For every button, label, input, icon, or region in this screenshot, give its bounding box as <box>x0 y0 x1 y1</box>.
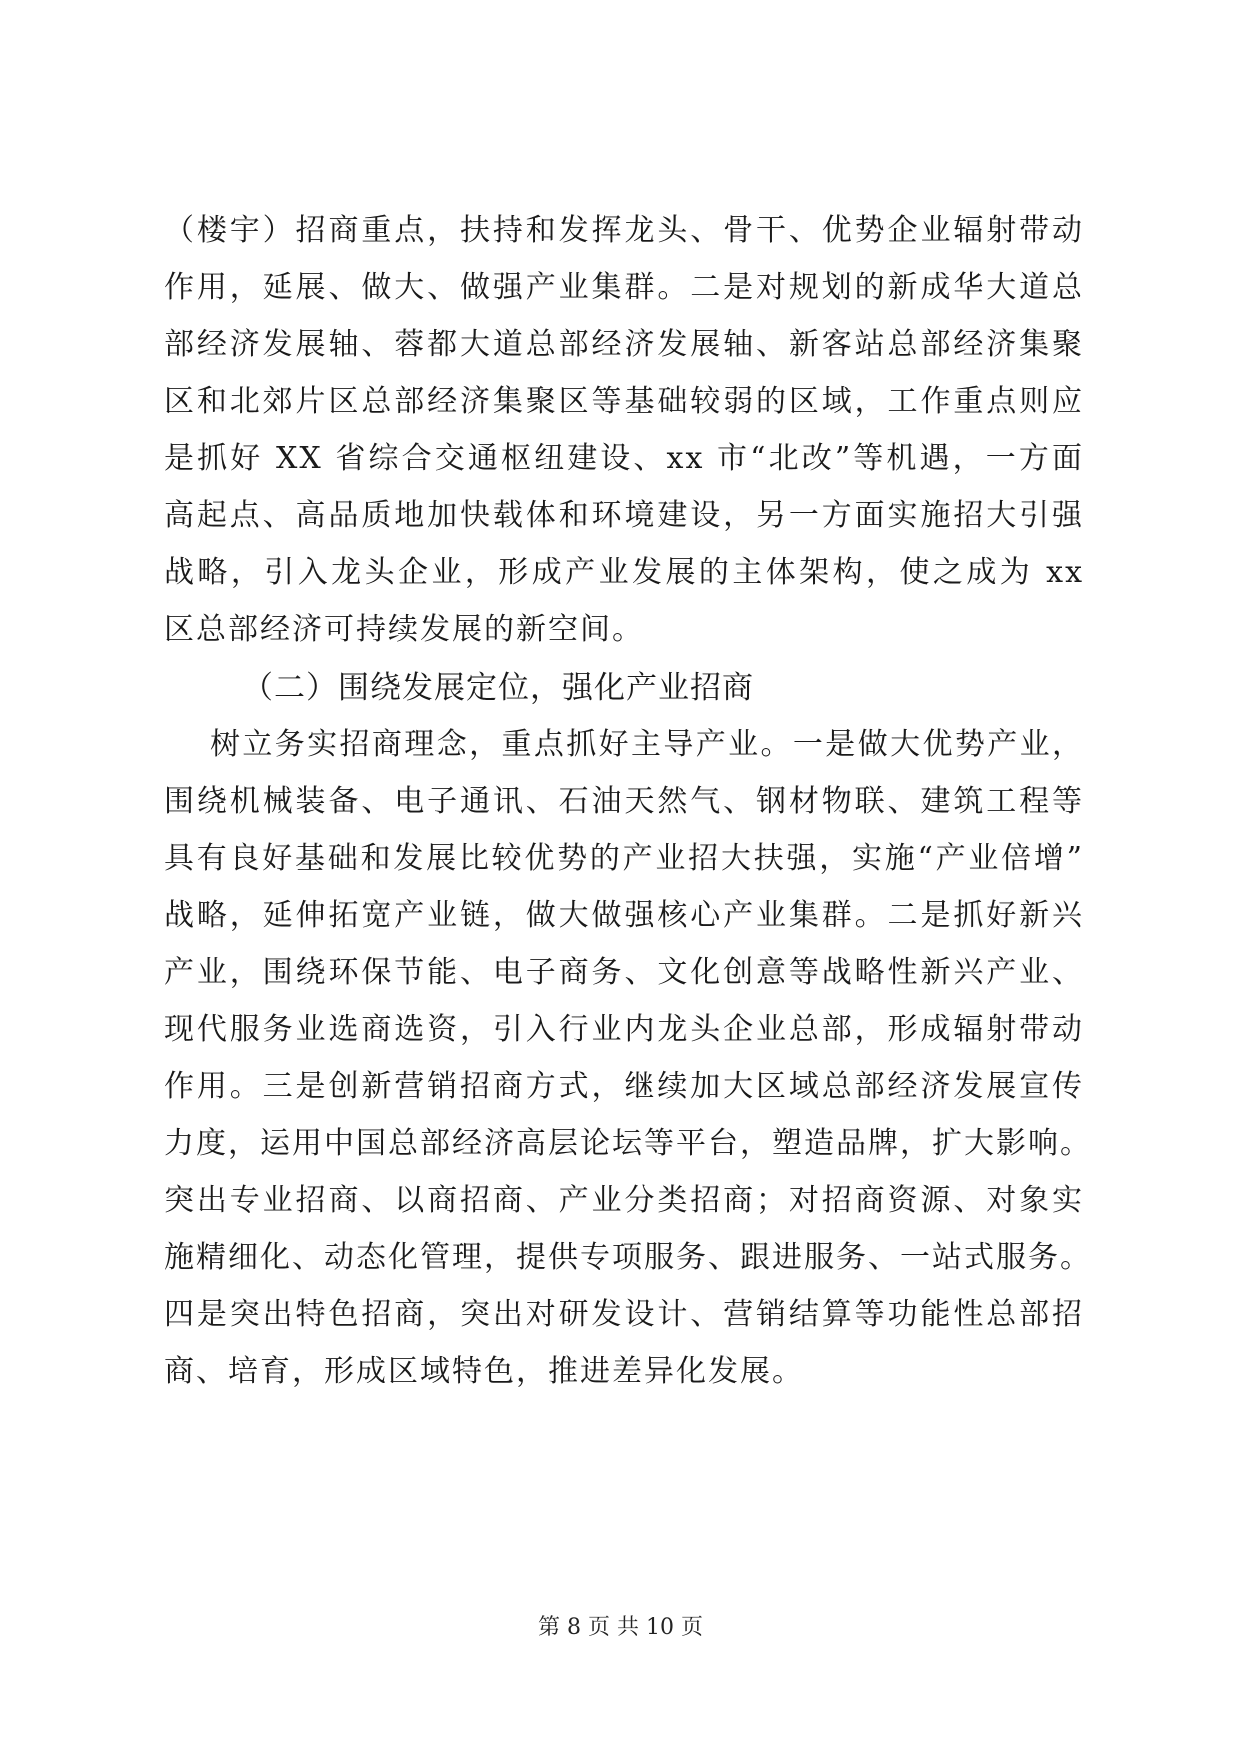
paragraph-1-line-2: 作用，延展、做大、做强产业集群。二是对规划的新成华大道总 <box>164 270 1084 305</box>
paragraph-1-line-1: （楼宇）招商重点，扶持和发挥龙头、骨干、优势企业辐射带动 <box>164 213 1084 248</box>
paragraph-1-line-5: 是抓好 XX 省综合交通枢纽建设、xx 市“北改”等机遇，一方面 <box>164 441 1084 476</box>
paragraph-1-line-8: 区总部经济可持续发展的新空间。 <box>164 612 644 647</box>
paragraph-2-line-2: 围绕机械装备、电子通讯、石油天然气、钢材物联、建筑工程等 <box>164 784 1084 819</box>
paragraph-2-line-3: 具有良好基础和发展比较优势的产业招大扶强，实施“产业倍增” <box>164 841 1084 876</box>
paragraph-2-line-5: 产业，围绕环保节能、电子商务、文化创意等战略性新兴产业、 <box>164 955 1084 990</box>
paragraph-2-line-8: 力度，运用中国总部经济高层论坛等平台，塑造品牌，扩大影响。 <box>164 1126 1092 1161</box>
page-number-footer: 第 8 页 共 10 页 <box>538 1615 703 1640</box>
paragraph-1-line-7: 战略，引入龙头企业，形成产业发展的主体架构，使之成为 xx <box>164 555 1084 590</box>
paragraph-2-line-4: 战略，延伸拓宽产业链，做大做强核心产业集群。二是抓好新兴 <box>164 898 1084 933</box>
paragraph-2-line-11: 四是突出特色招商，突出对研发设计、营销结算等功能性总部招 <box>164 1297 1084 1332</box>
paragraph-2-line-1: 树立务实招商理念，重点抓好主导产业。一是做大优势产业， <box>210 727 1084 762</box>
paragraph-2-line-12: 商、培育，形成区域特色，推进差异化发展。 <box>164 1354 804 1389</box>
paragraph-2-line-7: 作用。三是创新营销招商方式，继续加大区域总部经济发展宣传 <box>164 1069 1084 1104</box>
section-heading: （二）围绕发展定位，强化产业招商 <box>242 670 754 706</box>
paragraph-1-line-6: 高起点、高品质地加快载体和环境建设，另一方面实施招大引强 <box>164 498 1084 533</box>
paragraph-2-line-9: 突出专业招商、以商招商、产业分类招商；对招商资源、对象实 <box>164 1183 1084 1218</box>
paragraph-2-line-10: 施精细化、动态化管理，提供专项服务、跟进服务、一站式服务。 <box>164 1240 1092 1275</box>
paragraph-1-line-4: 区和北郊片区总部经济集聚区等基础较弱的区域，工作重点则应 <box>164 384 1084 419</box>
paragraph-2-line-6: 现代服务业选商选资，引入行业内龙头企业总部，形成辐射带动 <box>164 1012 1084 1047</box>
paragraph-1-line-3: 部经济发展轴、蓉都大道总部经济发展轴、新客站总部经济集聚 <box>164 327 1084 362</box>
